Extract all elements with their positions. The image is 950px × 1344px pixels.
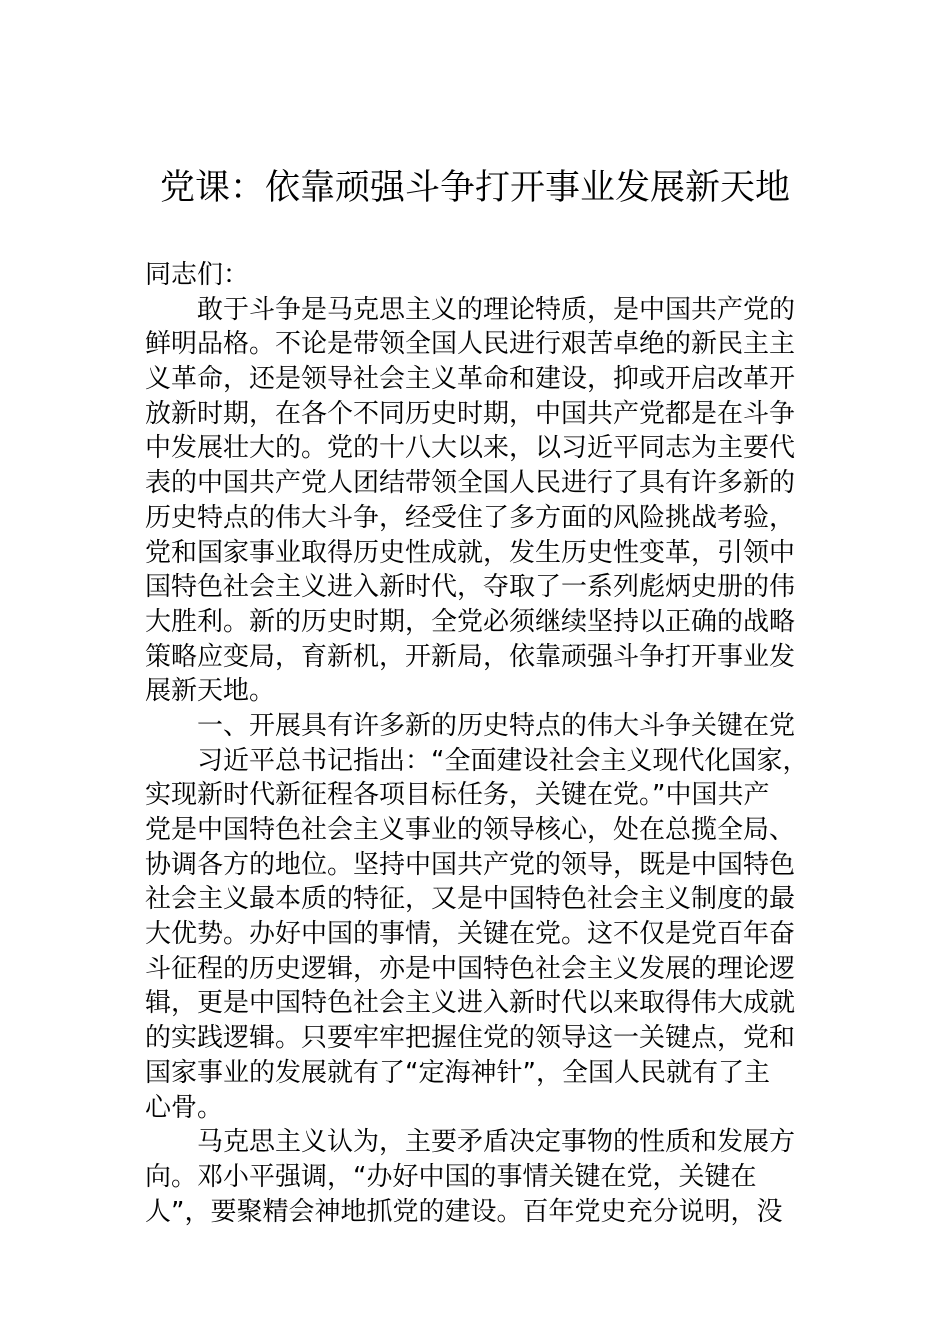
text-line: 鲜明品格。不论是带领全国人民进行艰苦卓绝的新民主主 xyxy=(145,329,796,360)
text-line: 大优势。办好中国的事情，关键在党。这不仅是党百年奋 xyxy=(145,919,796,950)
text-line: 大胜利。新的历史时期，全党必须继续坚持以正确的战略 xyxy=(145,606,796,637)
text-line: 一、开展具有许多新的历史特点的伟大斗争关键在党 xyxy=(197,710,796,741)
text-line: 马克思主义认为，主要矛盾决定事物的性质和发展方 xyxy=(197,1127,796,1158)
text-line: 的实践逻辑。只要牢牢把握住党的领导这一关键点，党和 xyxy=(145,1023,796,1054)
text-line: 中发展壮大的。党的十八大以来，以习近平同志为主要代 xyxy=(145,433,796,464)
text-line: 辑，更是中国特色社会主义进入新时代以来取得伟大成就 xyxy=(145,988,796,1019)
text-line: 党是中国特色社会主义事业的领导核心，处在总揽全局、 xyxy=(145,815,796,845)
document-title: 党课：依靠顽强斗争打开事业发展新天地 xyxy=(159,168,790,208)
text-line: 敢于斗争是马克思主义的理论特质，是中国共产党的 xyxy=(197,294,796,325)
text-line: 党和国家事业取得历史性成就，发生历史性变革，引领中 xyxy=(145,537,796,568)
text-line: 放新时期，在各个不同历史时期，中国共产党都是在斗争 xyxy=(145,398,796,429)
text-line: 人”，要聚精会神地抓党的建设。百年党史充分说明，没 xyxy=(145,1196,783,1227)
text-line: 习近平总书记指出：“全面建设社会主义现代化国家， xyxy=(197,745,809,776)
text-line: 展新天地。 xyxy=(145,676,276,707)
document-body xyxy=(145,258,810,1229)
text-line: 向。邓小平强调，“办好中国的事情关键在党，关键在 xyxy=(145,1161,757,1192)
text-line: 社会主义最本质的特征，又是中国特色社会主义制度的最 xyxy=(145,884,796,915)
text-line: 国家事业的发展就有了“定海神针”，全国人民就有了主 xyxy=(145,1057,770,1088)
text-line: 历史特点的伟大斗争，经受住了多方面的风险挑战考验， xyxy=(145,502,796,533)
text-line: 心骨。 xyxy=(145,1092,224,1123)
text-line: 协调各方的地位。坚持中国共产党的领导，既是中国特色 xyxy=(145,849,796,880)
text-line: 斗征程的历史逻辑，亦是中国特色社会主义发展的理论逻 xyxy=(145,953,796,984)
text-line: 同志们： xyxy=(145,260,250,290)
text-line: 义革命，还是领导社会主义革命和建设，抑或开启改革开 xyxy=(145,364,796,395)
text-line: 实现新时代新征程各项目标任务，关键在党。”中国共产 xyxy=(145,780,770,811)
text-line: 策略应变局，育新机，开新局，依靠顽强斗争打开事业发 xyxy=(145,641,796,672)
text-line: 国特色社会主义进入新时代，夺取了一系列彪炳史册的伟 xyxy=(145,572,796,603)
text-line: 表的中国共产党人团结带领全国人民进行了具有许多新的 xyxy=(145,468,796,499)
